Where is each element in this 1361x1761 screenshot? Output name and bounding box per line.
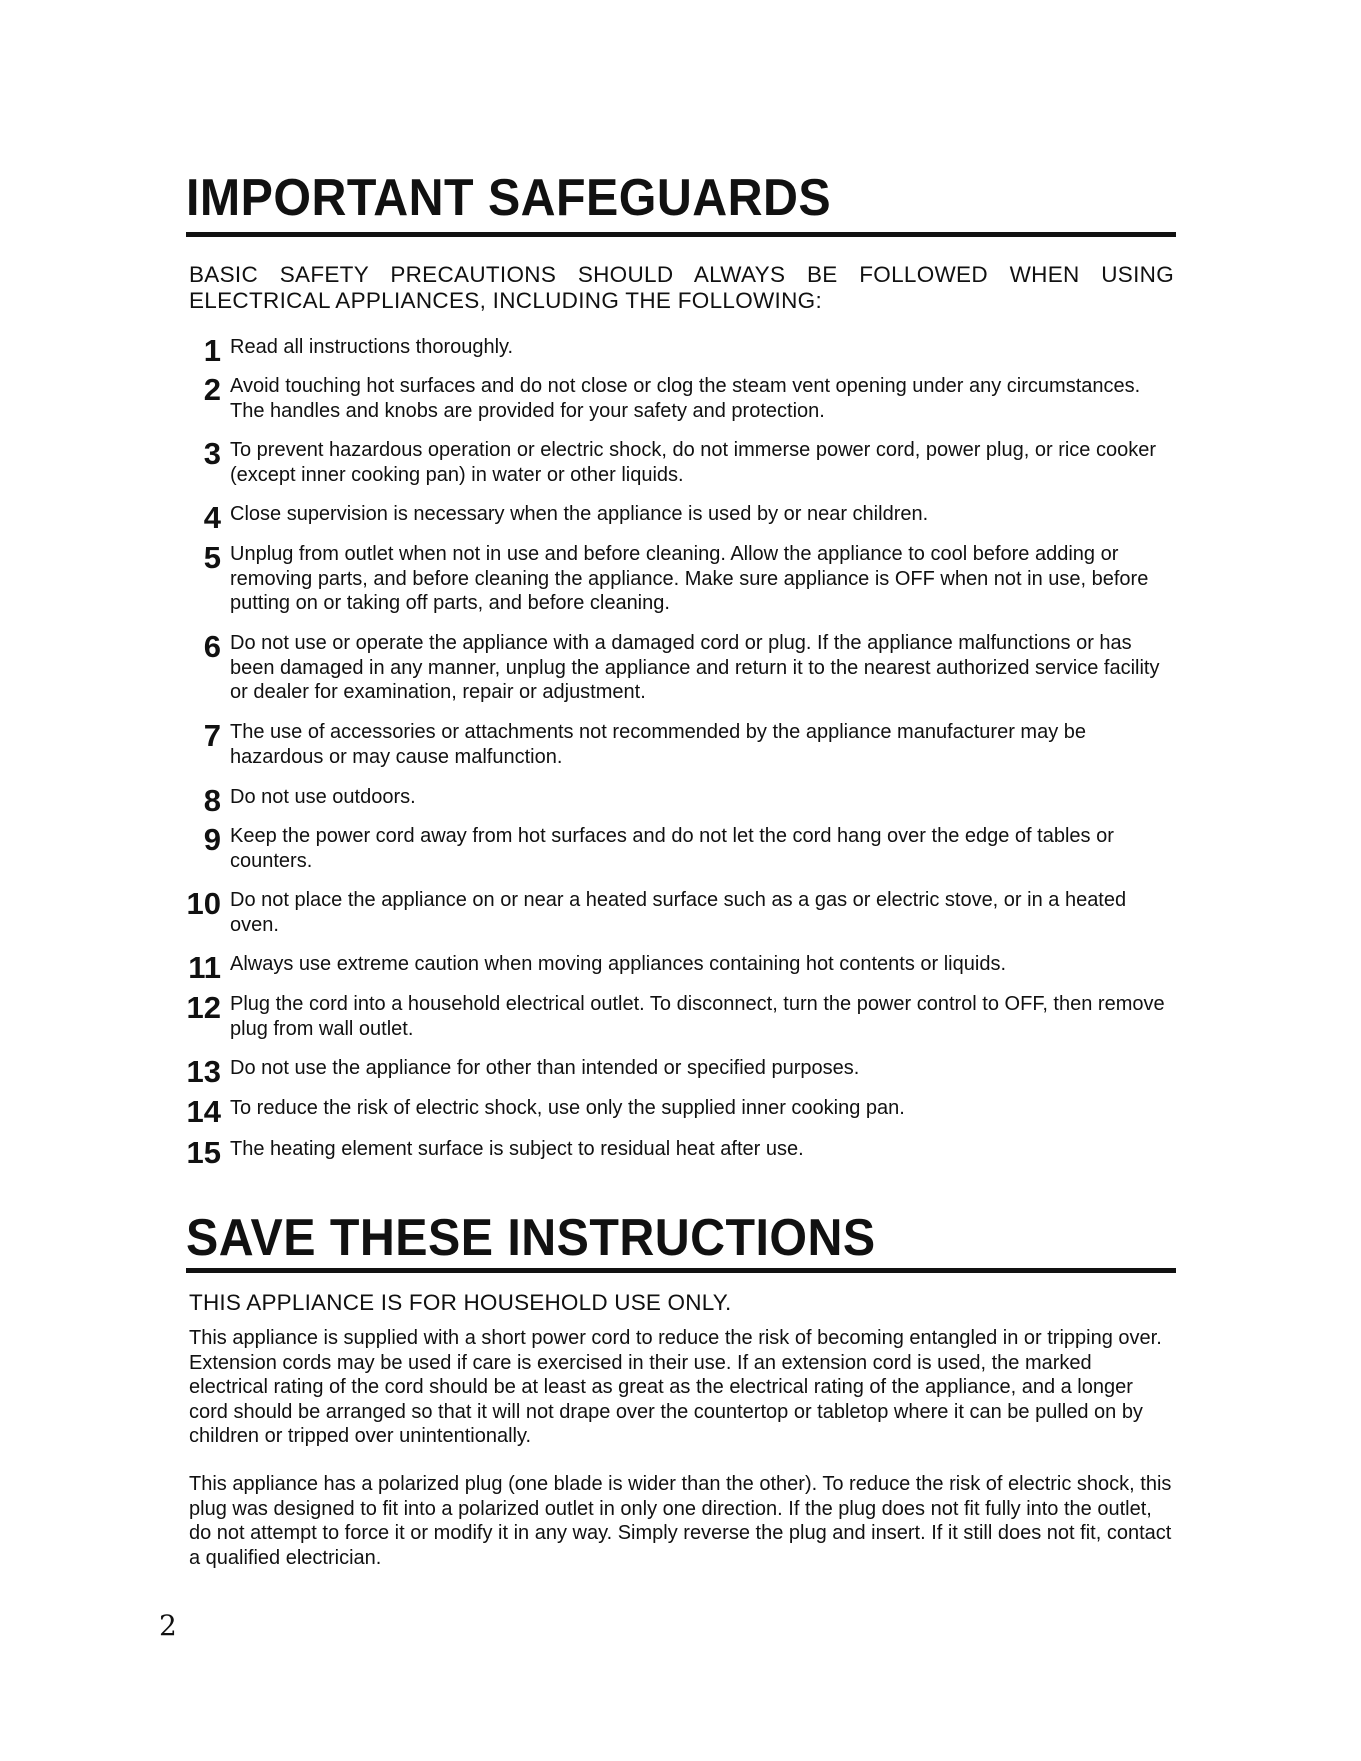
item-number: 15: [186, 1135, 221, 1170]
intro-text: BASIC SAFETY PRECAUTIONS SHOULD ALWAYS BE FOLLOWED WHEN USING ELECTRICAL APPLIANCES, INCLUDING THE FOLLOWING:: [189, 262, 1174, 313]
plug-paragraph: This appliance has a polarized plug (one blade is wider than the other). To reduce the risk of electric shock, this plug was designed to fit into a polarized outlet in only one direction. If the plug does not fit fully into the outlet, do not attempt to force it or modify it in any way. Simply reverse the plug and insert. If it still does not fit, contact a qualified electrician.: [189, 1473, 1172, 1569]
item-text: Avoid touching hot surfaces and do not close or clog the steam vent opening under any circumstances. The handles and knobs are provided for your safety and protection.: [230, 375, 1141, 422]
item-number: 10: [186, 886, 221, 921]
item-number: 1: [203, 333, 221, 368]
save-instructions-title: SAVE THESE INSTRUCTIONS: [186, 1209, 876, 1267]
item-text: Read all instructions thoroughly.: [230, 336, 514, 358]
item-number: 11: [188, 950, 221, 985]
item-text: Unplug from outlet when not in use and before cleaning. Allow the appliance to cool before adding or removing parts, and before cleaning the appliance. Make sure appliance is OFF when not in use, before putting on or taking off parts, and before cleaning.: [230, 543, 1149, 614]
item-number: 4: [203, 500, 221, 535]
item-number: 9: [203, 822, 221, 857]
item-number: 7: [203, 718, 221, 753]
page-title: IMPORTANT SAFEGUARDS: [186, 169, 832, 227]
save-title-underline: [186, 1268, 1176, 1273]
item-number: 2: [203, 372, 221, 407]
household-notice: THIS APPLIANCE IS FOR HOUSEHOLD USE ONLY.: [189, 1290, 732, 1315]
item-number: 5: [203, 540, 221, 575]
cord-paragraph: This appliance is supplied with a short power cord to reduce the risk of becoming entangled in or tripping over. Extension cords may be used if care is exercised in their use. If an extension cord is used, the marked electrical rating of the cord should be at least as great as the electrical rating of the appliance, and a longer cord should be arranged so that it will not drape over the countertop or tabletop where it can be pulled on by children or tripped over unintentionally.: [189, 1327, 1162, 1447]
item-text: Keep the power cord away from hot surfaces and do not let the cord hang over the edge of tables or counters.: [230, 825, 1114, 872]
item-number: 14: [186, 1094, 221, 1129]
item-number: 3: [203, 436, 221, 471]
item-text: The heating element surface is subject to residual heat after use.: [230, 1138, 804, 1160]
item-number: 6: [203, 629, 221, 664]
item-text: To reduce the risk of electric shock, use only the supplied inner cooking pan.: [230, 1097, 905, 1119]
item-number: 8: [203, 783, 221, 818]
item-text: Plug the cord into a household electrical outlet. To disconnect, turn the power control to OFF, then remove plug from wall outlet.: [230, 993, 1165, 1040]
page-number: 2: [159, 1609, 177, 1642]
item-text: Always use extreme caution when moving appliances containing hot contents or liquids.: [230, 953, 1006, 975]
item-number: 13: [186, 1054, 221, 1089]
item-text: Close supervision is necessary when the appliance is used by or near children.: [230, 503, 929, 525]
item-text: Do not place the appliance on or near a heated surface such as a gas or electric stove, or in a heated oven.: [230, 889, 1127, 936]
item-text: To prevent hazardous operation or electric shock, do not immerse power cord, power plug, or rice cooker (except inner cooking pan) in water or other liquids.: [230, 439, 1157, 486]
item-text: Do not use or operate the appliance with a damaged cord or plug. If the appliance malfunctions or has been damaged in any manner, unplug the appliance and return it to the nearest authorized service facility or dealer for examination, repair or adjustment.: [230, 632, 1160, 703]
item-text: The use of accessories or attachments not recommended by the appliance manufacturer may be hazardous or may cause malfunction.: [230, 721, 1087, 768]
item-number: 12: [186, 990, 221, 1025]
item-text: Do not use the appliance for other than intended or specified purposes.: [230, 1057, 860, 1079]
item-text: Do not use outdoors.: [230, 786, 416, 808]
